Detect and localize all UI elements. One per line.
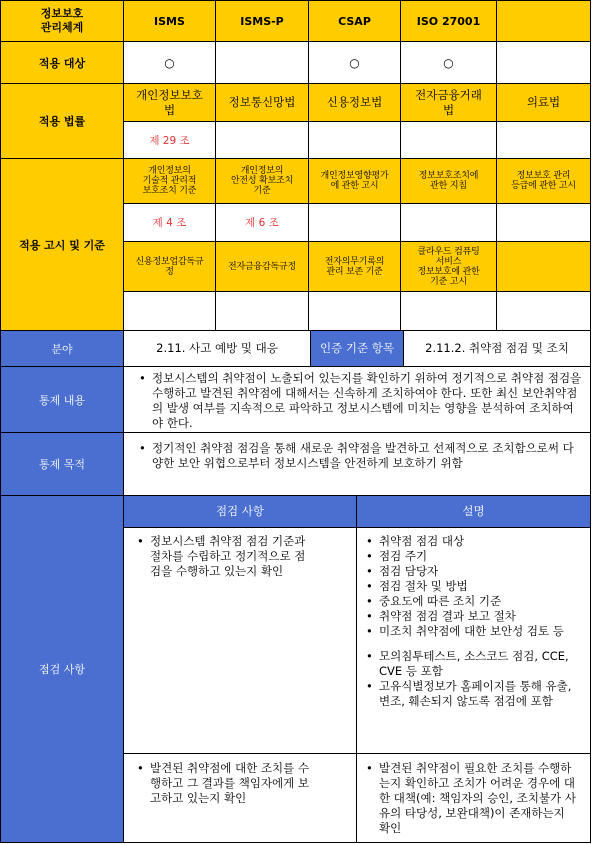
col-isms: ISMS [124, 0, 216, 42]
inspection-desc-1-cell [357, 528, 591, 754]
notice-article-6: 제 6 조 [216, 204, 309, 242]
inspection-desc-2: • 발견된 취약점이 필요한 조치를 수행하는지 확인하고 조치가 어려운 경우에 대한 대책(예: 책임자의 승인, 조치불가 사유의 타당성, 보완대책)이 존재하는지 확인 [379, 761, 576, 836]
inspection-item-2-cell [124, 754, 357, 843]
field-value: 2.11. 사고 예방 및 대응 [124, 331, 311, 367]
notice-article-4: 제 4 조 [124, 204, 216, 242]
notice-impact-assessment: 개인정보영향평가 에 관한 고시 [309, 159, 401, 204]
notice-management-grade: 정보보호 관리 등급에 관한 고시 [497, 159, 591, 204]
inspection-desc-header: 설명 [357, 496, 591, 528]
law-medical-article [497, 122, 591, 159]
target-iso: ○ [401, 42, 497, 84]
inspection-items-header: 점검 사항 [124, 496, 357, 528]
law-efinance: 전자금융거래 법 [401, 84, 497, 122]
col-iso27001: ISO 27001 [401, 0, 497, 42]
notice-row3-cell-4 [401, 292, 497, 331]
notice-article-empty-1 [309, 204, 401, 242]
desc-item-unresolved: • 미조치 취약점에 대한 보안성 검토 등 [379, 624, 586, 639]
control-purpose-cell [124, 433, 591, 496]
desc-item-unique-id: • 고유식별정보가 홈페이지를 통해 유출, 변조, 훼손되지 않도록 점검에 포함 [379, 679, 586, 709]
target-label: 적용 대상 [0, 42, 124, 84]
inspection-item-2: • 발견된 취약점에 대한 조치를 수행하고 그 결과를 책임자에게 보고하고 있는지 확인 [150, 761, 310, 806]
notice-technical-measures: 개인정보의 기술적 관리적 보호조치 기준 [124, 159, 216, 204]
law-network-article [216, 122, 309, 159]
framework-header: 정보보호 관리체계 [0, 0, 124, 42]
law-privacy-article: 제 29 조 [124, 122, 216, 159]
law-efinance-article [401, 122, 497, 159]
notice-safety-measures: 개인정보의 안전성 확보조치 기준 [216, 159, 309, 204]
notice-article-empty-3 [497, 204, 591, 242]
inspection-item-1: • 정보시스템 취약점 점검 기준과 절차를 수립하고 정기적으로 점검을 수행하고 있는지 확인 [150, 534, 310, 579]
target-empty [497, 42, 591, 84]
target-isms-p [216, 42, 309, 84]
notice-protection-guideline: 정보보호조치에 관한 지침 [401, 159, 497, 204]
notice-efinance-supervision: 전자금융감독규정 [216, 242, 309, 292]
control-purpose-text: • 정기적인 취약점 점검을 통해 새로운 취약점을 발견하고 선제적으로 조치함으로써 다양한 보안 위협으로부터 정보시스템을 안전하게 보호하기 위함 [152, 441, 584, 471]
control-content-text: • 정보시스템의 취약점이 노출되어 있는지를 확인하기 위하여 정기적으로 취약점 점검을 수행하고 발견된 취약점에 대해서는 신속하게 조치하여야 한다. 또한 최신 보안취약점의 발생 여부를 지속적으로 파악하고 정보시스템에 미치는 영향을 분석하여 조치하여야 한다. [152, 371, 584, 431]
field-label: 분야 [0, 331, 124, 367]
notice-row3-cell-5 [497, 292, 591, 331]
desc-item-cycle: • 점검 주기 [379, 549, 586, 564]
notice-row3-cell-1 [124, 292, 216, 331]
law-medical: 의료법 [497, 84, 591, 122]
law-credit: 신용정보법 [309, 84, 401, 122]
notice-row3-cell-3 [309, 292, 401, 331]
col-empty [497, 0, 591, 42]
desc-item-target: • 취약점 점검 대상 [379, 534, 586, 549]
inspection-desc-2-cell [357, 754, 591, 843]
control-content-cell [124, 367, 591, 433]
desc-item-procedure: • 점검 절차 및 방법 [379, 579, 586, 594]
law-privacy: 개인정보보호 법 [124, 84, 216, 122]
target-csap: ○ [309, 42, 401, 84]
law-network: 정보통신망법 [216, 84, 309, 122]
notice-cloud-security: 클라우드 컴퓨팅 서비스 정보보호에 관한 기준 고시 [401, 242, 497, 292]
control-content-label: 통제 내용 [0, 367, 124, 433]
desc-item-criteria: • 중요도에 따른 조치 기준 [379, 594, 586, 609]
desc-item-report: • 취약점 점검 결과 보고 절차 [379, 609, 586, 624]
criteria-label: 인증 기준 항목 [311, 331, 404, 367]
laws-label: 적용 법률 [0, 84, 124, 159]
criteria-value: 2.11.2. 취약점 점검 및 조치 [404, 331, 591, 367]
inspection-label: 점검 사항 [0, 496, 124, 843]
notice-article-empty-2 [401, 204, 497, 242]
notices-label: 적용 고시 및 기준 [0, 159, 124, 331]
col-isms-p: ISMS-P [216, 0, 309, 42]
target-isms: ○ [124, 42, 216, 84]
notice-row2-empty [497, 242, 591, 292]
desc-item-pentest: • 모의침투테스트, 소스코드 점검, CCE, CVE 등 포함 [379, 649, 586, 679]
col-csap: CSAP [309, 0, 401, 42]
control-purpose-label: 통제 목적 [0, 433, 124, 496]
law-credit-article [309, 122, 401, 159]
desc-item-owner: • 점검 담당자 [379, 564, 586, 579]
inspection-item-1-cell [124, 528, 357, 754]
notice-row3-cell-2 [216, 292, 309, 331]
notice-credit-supervision: 신용정보업감독규 정 [124, 242, 216, 292]
notice-medical-records: 전자의무기록의 관리 보존 기준 [309, 242, 401, 292]
